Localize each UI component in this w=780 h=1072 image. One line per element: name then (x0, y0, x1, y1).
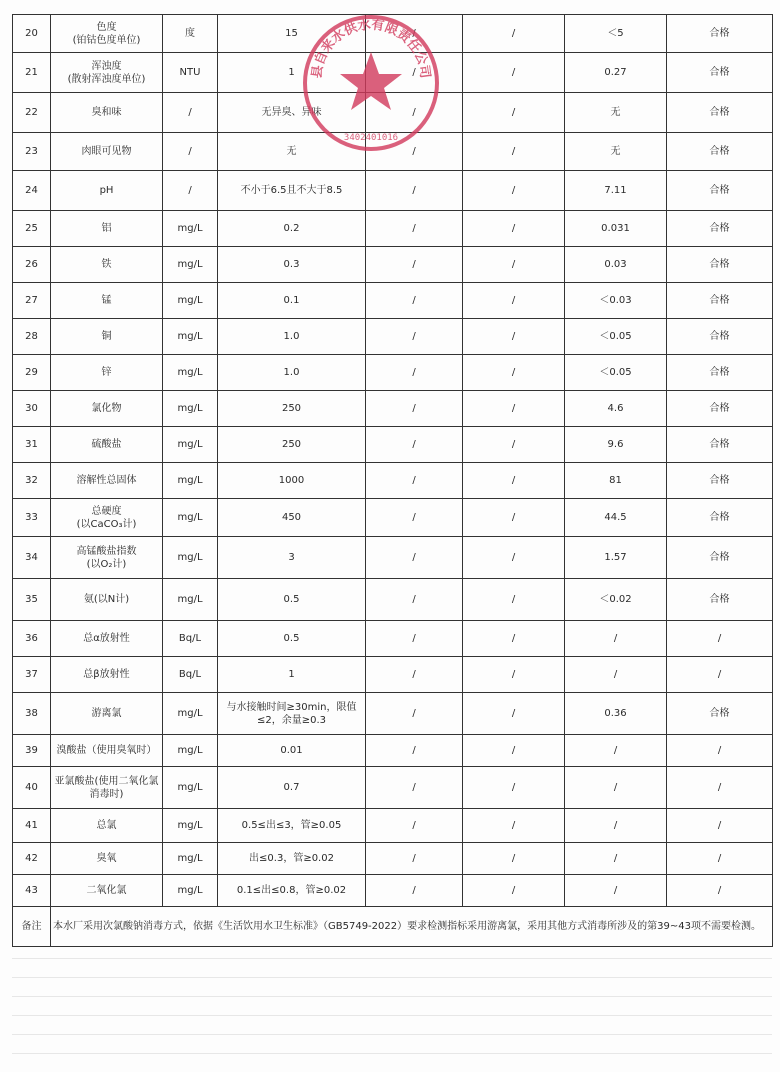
limit-value: 250 (218, 427, 366, 463)
test-result: 0.27 (565, 53, 667, 93)
limit-value: 0.7 (218, 767, 366, 809)
blank-col-a: / (366, 693, 463, 735)
blank-col-a: / (366, 93, 463, 133)
item-number: 22 (13, 93, 51, 133)
item-unit: NTU (163, 53, 218, 93)
blank-col-a: / (366, 427, 463, 463)
item-number: 27 (13, 283, 51, 319)
test-result: ＜0.02 (565, 579, 667, 621)
item-name: 二氧化氯 (51, 875, 163, 907)
test-result: / (565, 843, 667, 875)
limit-value: 0.3 (218, 247, 366, 283)
blank-col-b: / (463, 735, 565, 767)
item-unit: / (163, 133, 218, 171)
limit-value: 无 (218, 133, 366, 171)
blank-col-b: / (463, 427, 565, 463)
limit-value: 250 (218, 391, 366, 427)
test-result: / (565, 875, 667, 907)
item-name: 锰 (51, 283, 163, 319)
item-unit: mg/L (163, 391, 218, 427)
item-number: 24 (13, 171, 51, 211)
table-row (13, 247, 773, 283)
table-row (13, 211, 773, 247)
blank-col-a: / (366, 463, 463, 499)
blank-col-a: / (366, 319, 463, 355)
blank-col-a: / (366, 735, 463, 767)
limit-value: 1000 (218, 463, 366, 499)
blank-col-a: / (366, 809, 463, 843)
item-name: 硫酸盐 (51, 427, 163, 463)
table-row (13, 427, 773, 463)
table-row (13, 621, 773, 657)
item-number: 36 (13, 621, 51, 657)
item-name: 铁 (51, 247, 163, 283)
test-result: 0.03 (565, 247, 667, 283)
item-number: 40 (13, 767, 51, 809)
item-unit: mg/L (163, 499, 218, 537)
verdict: / (667, 767, 773, 809)
limit-value: 0.1≤出≤0.8，管≥0.02 (218, 875, 366, 907)
limit-value: 0.2 (218, 211, 366, 247)
limit-value: 1.0 (218, 319, 366, 355)
table-row (13, 843, 773, 875)
verdict: / (667, 809, 773, 843)
item-name: 溴酸盐（使用臭氧时） (51, 735, 163, 767)
table-row (13, 499, 773, 537)
item-number: 32 (13, 463, 51, 499)
test-result: 0.36 (565, 693, 667, 735)
item-unit: mg/L (163, 319, 218, 355)
blank-col-b: / (463, 463, 565, 499)
test-result: / (565, 767, 667, 809)
verdict: 合格 (667, 579, 773, 621)
item-unit: mg/L (163, 211, 218, 247)
verdict: 合格 (667, 171, 773, 211)
item-name: 亚氯酸盐(使用二氧化氯消毒时) (51, 767, 163, 809)
table-row (13, 735, 773, 767)
item-number: 21 (13, 53, 51, 93)
item-number: 41 (13, 809, 51, 843)
item-name: 铜 (51, 319, 163, 355)
note-text: 本水厂采用次氯酸钠消毒方式，依据《生活饮用水卫生标准》（GB5749-2022）要求检测指标采用游离氯，采用其他方式消毒所涉及的第39~43项不需要检测。 (51, 907, 773, 947)
item-number: 29 (13, 355, 51, 391)
item-unit: mg/L (163, 693, 218, 735)
table-row (13, 319, 773, 355)
verdict: 合格 (667, 355, 773, 391)
item-unit: mg/L (163, 767, 218, 809)
item-unit: mg/L (163, 537, 218, 579)
item-name: 臭氧 (51, 843, 163, 875)
item-number: 42 (13, 843, 51, 875)
test-result: / (565, 657, 667, 693)
item-number: 39 (13, 735, 51, 767)
blank-col-b: / (463, 499, 565, 537)
item-unit: mg/L (163, 875, 218, 907)
item-unit: mg/L (163, 735, 218, 767)
blank-col-a: / (366, 133, 463, 171)
limit-value: 0.01 (218, 735, 366, 767)
blank-col-b: / (463, 621, 565, 657)
item-name: 氨(以N计) (51, 579, 163, 621)
item-unit: mg/L (163, 463, 218, 499)
verdict: 合格 (667, 53, 773, 93)
table-row (13, 875, 773, 907)
item-name: 总硬度 (以CaCO₃计) (51, 499, 163, 537)
verdict: 合格 (667, 391, 773, 427)
blank-col-b: / (463, 537, 565, 579)
limit-value: 3 (218, 537, 366, 579)
item-unit: mg/L (163, 247, 218, 283)
item-number: 28 (13, 319, 51, 355)
blank-col-b: / (463, 767, 565, 809)
test-result: ＜0.03 (565, 283, 667, 319)
blank-col-a: / (366, 15, 463, 53)
item-unit: mg/L (163, 427, 218, 463)
item-name: 臭和味 (51, 93, 163, 133)
blank-col-a: / (366, 53, 463, 93)
item-name: 总β放射性 (51, 657, 163, 693)
test-result: ＜0.05 (565, 319, 667, 355)
table-row (13, 767, 773, 809)
verdict: 合格 (667, 463, 773, 499)
blank-col-b: / (463, 319, 565, 355)
verdict: 合格 (667, 427, 773, 463)
item-name: 氯化物 (51, 391, 163, 427)
blank-col-b: / (463, 15, 565, 53)
blank-col-a: / (366, 283, 463, 319)
blank-col-b: / (463, 875, 565, 907)
item-unit: mg/L (163, 579, 218, 621)
test-result: 7.11 (565, 171, 667, 211)
verdict: / (667, 875, 773, 907)
item-name: 浑浊度 (散射浑浊度单位) (51, 53, 163, 93)
item-unit: 度 (163, 15, 218, 53)
table-row (13, 171, 773, 211)
verdict: 合格 (667, 247, 773, 283)
item-unit: / (163, 93, 218, 133)
table-row (13, 283, 773, 319)
table-row (13, 657, 773, 693)
item-name: 肉眼可见物 (51, 133, 163, 171)
test-result: / (565, 621, 667, 657)
blank-col-b: / (463, 657, 565, 693)
item-number: 43 (13, 875, 51, 907)
item-name: pH (51, 171, 163, 211)
blank-col-b: / (463, 391, 565, 427)
item-number: 34 (13, 537, 51, 579)
table-row (13, 391, 773, 427)
blank-col-b: / (463, 693, 565, 735)
item-name: 游离氯 (51, 693, 163, 735)
blank-col-a: / (366, 621, 463, 657)
limit-value: 与水接触时间≥30min，限值≤2，余量≥0.3 (218, 693, 366, 735)
blank-col-b: / (463, 247, 565, 283)
table-row (13, 355, 773, 391)
blank-col-a: / (366, 843, 463, 875)
item-unit: mg/L (163, 809, 218, 843)
item-unit: Bq/L (163, 657, 218, 693)
table-row (13, 579, 773, 621)
test-result: 无 (565, 93, 667, 133)
blank-col-a: / (366, 499, 463, 537)
blank-col-b: / (463, 133, 565, 171)
verdict: 合格 (667, 537, 773, 579)
limit-value: 1.0 (218, 355, 366, 391)
verdict: / (667, 735, 773, 767)
test-result: 0.031 (565, 211, 667, 247)
blank-col-a: / (366, 657, 463, 693)
blank-col-b: / (463, 355, 565, 391)
item-unit: / (163, 171, 218, 211)
limit-value: 0.5 (218, 621, 366, 657)
blank-col-b: / (463, 93, 565, 133)
svg-text:3402401016: 3402401016 (343, 133, 399, 143)
limit-value: 无异臭、异味 (218, 93, 366, 133)
test-result: / (565, 735, 667, 767)
verdict: 合格 (667, 93, 773, 133)
verdict: 合格 (667, 15, 773, 53)
blank-col-b: / (463, 843, 565, 875)
test-result: / (565, 809, 667, 843)
verdict: 合格 (667, 283, 773, 319)
limit-value: 0.1 (218, 283, 366, 319)
item-name: 色度 (铂钴色度单位) (51, 15, 163, 53)
limit-value: 1 (218, 53, 366, 93)
verdict: 合格 (667, 133, 773, 171)
blank-col-a: / (366, 537, 463, 579)
limit-value: 0.5 (218, 579, 366, 621)
bleed-through-lines (12, 958, 772, 1068)
blank-col-a: / (366, 247, 463, 283)
verdict: 合格 (667, 499, 773, 537)
test-result: 1.57 (565, 537, 667, 579)
item-name: 总α放射性 (51, 621, 163, 657)
test-result: 9.6 (565, 427, 667, 463)
blank-col-b: / (463, 171, 565, 211)
note-label: 备注 (13, 907, 51, 947)
item-name: 铝 (51, 211, 163, 247)
table-row (13, 537, 773, 579)
company-seal (296, 8, 446, 158)
blank-col-a: / (366, 767, 463, 809)
item-unit: mg/L (163, 843, 218, 875)
test-result: 无 (565, 133, 667, 171)
test-result: 81 (565, 463, 667, 499)
blank-col-b: / (463, 211, 565, 247)
item-number: 26 (13, 247, 51, 283)
item-number: 30 (13, 391, 51, 427)
item-unit: mg/L (163, 283, 218, 319)
item-unit: Bq/L (163, 621, 218, 657)
limit-value: 1 (218, 657, 366, 693)
svg-text:县自来水供水有限责任公司: 县自来水供水有限责任公司 (309, 17, 433, 80)
blank-col-a: / (366, 171, 463, 211)
verdict: 合格 (667, 319, 773, 355)
table-row (13, 693, 773, 735)
verdict: / (667, 657, 773, 693)
test-result: ＜5 (565, 15, 667, 53)
limit-value: 出≤0.3，管≥0.02 (218, 843, 366, 875)
item-number: 38 (13, 693, 51, 735)
blank-col-b: / (463, 809, 565, 843)
item-number: 31 (13, 427, 51, 463)
verdict: 合格 (667, 693, 773, 735)
test-result: 4.6 (565, 391, 667, 427)
blank-col-b: / (463, 53, 565, 93)
limit-value: 不小于6.5且不大于8.5 (218, 171, 366, 211)
note-row (13, 907, 773, 947)
blank-col-a: / (366, 875, 463, 907)
blank-col-a: / (366, 355, 463, 391)
item-name: 高锰酸盐指数 (以O₂计) (51, 537, 163, 579)
blank-col-a: / (366, 391, 463, 427)
limit-value: 0.5≤出≤3，管≥0.05 (218, 809, 366, 843)
blank-col-a: / (366, 579, 463, 621)
blank-col-b: / (463, 579, 565, 621)
item-number: 20 (13, 15, 51, 53)
item-number: 33 (13, 499, 51, 537)
item-number: 35 (13, 579, 51, 621)
limit-value: 450 (218, 499, 366, 537)
item-name: 锌 (51, 355, 163, 391)
item-number: 25 (13, 211, 51, 247)
blank-col-a: / (366, 211, 463, 247)
item-number: 37 (13, 657, 51, 693)
verdict: / (667, 843, 773, 875)
table-row (13, 809, 773, 843)
item-name: 总氯 (51, 809, 163, 843)
verdict: 合格 (667, 211, 773, 247)
verdict: / (667, 621, 773, 657)
test-result: ＜0.05 (565, 355, 667, 391)
table-row (13, 463, 773, 499)
limit-value: 15 (218, 15, 366, 53)
test-result: 44.5 (565, 499, 667, 537)
item-name: 溶解性总固体 (51, 463, 163, 499)
blank-col-b: / (463, 283, 565, 319)
item-number: 23 (13, 133, 51, 171)
item-unit: mg/L (163, 355, 218, 391)
